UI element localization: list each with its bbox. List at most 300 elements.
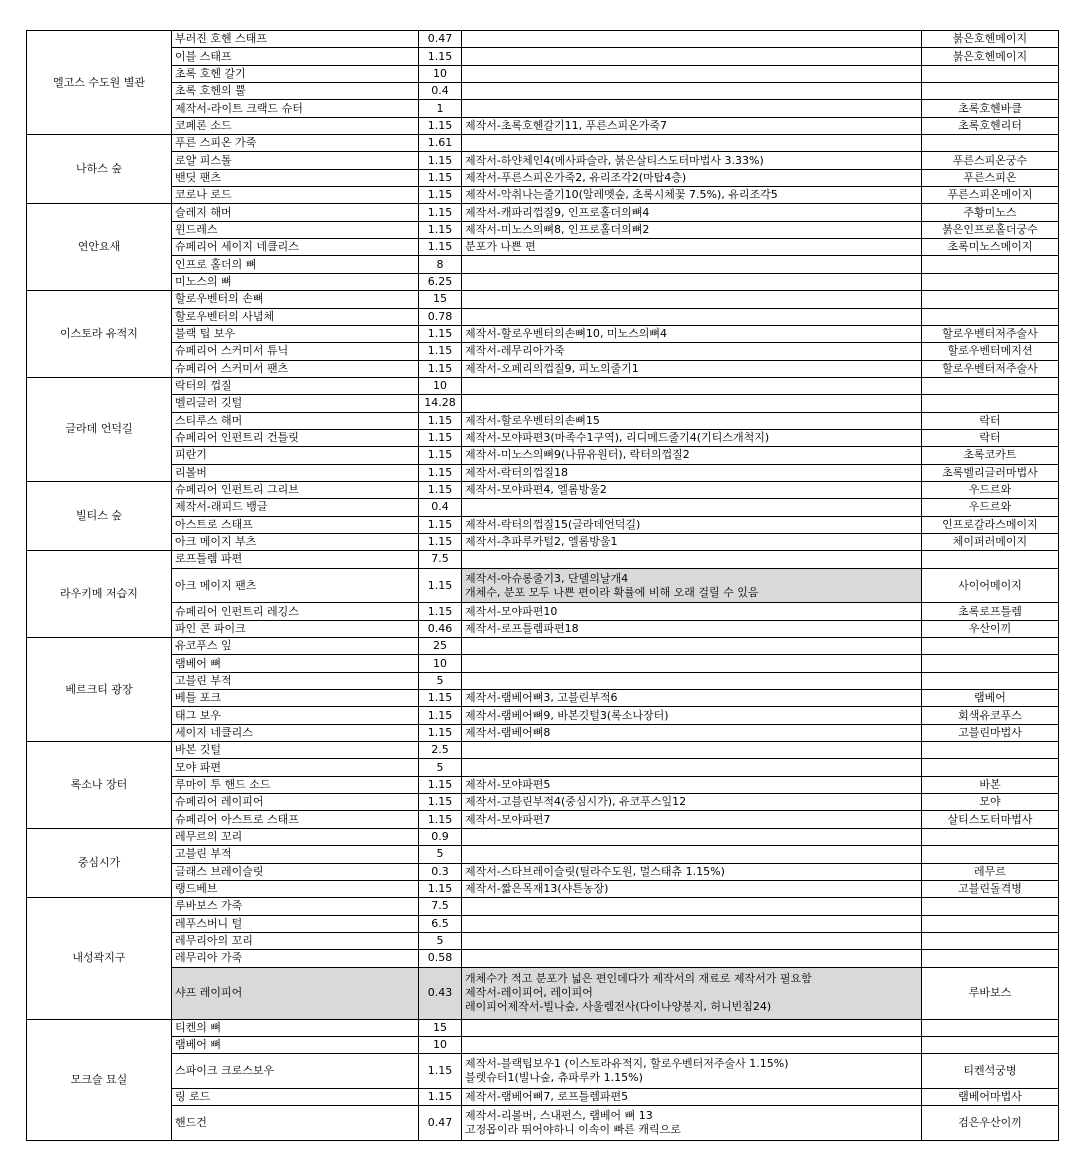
craft-note: 제작서-초록호헨갈기11, 푸른스피온가죽7 bbox=[462, 117, 922, 134]
craft-note: 제작서-모야파편3(마족수1구역), 리디메드줄기4(기티스개척지) bbox=[462, 429, 922, 446]
drop-rate: 1.15 bbox=[419, 724, 462, 741]
craft-note: 제작서-할로우벤터의손뼈10, 미노스의뼈4 bbox=[462, 325, 922, 342]
table-row bbox=[27, 915, 1059, 932]
table-row bbox=[27, 759, 1059, 776]
item-name: 벨리글러 깃털 bbox=[172, 395, 419, 412]
item-name: 랭드베브 bbox=[172, 880, 419, 897]
item-name: 슬레지 해머 bbox=[172, 204, 419, 221]
drop-rate: 1.15 bbox=[419, 447, 462, 464]
region-name: 연안요새 bbox=[27, 204, 172, 291]
craft-note: 제작서-할로우벤터의손뼈15 bbox=[462, 412, 922, 429]
drop-monster bbox=[922, 828, 1059, 845]
item-name: 고블린 부적 bbox=[172, 846, 419, 863]
item-name: 레무리아의 꼬리 bbox=[172, 932, 419, 949]
item-name: 파인 콘 파이크 bbox=[172, 620, 419, 637]
region-name: 글라데 언덕길 bbox=[27, 377, 172, 481]
drop-rate: 1.15 bbox=[419, 1088, 462, 1105]
drop-rate: 10 bbox=[419, 65, 462, 82]
table-row bbox=[27, 325, 1059, 342]
craft-note: 제작서-미노스의뼈8, 인프로홀더의뼈2 bbox=[462, 221, 922, 238]
drop-monster: 모야 bbox=[922, 794, 1059, 811]
drop-monster bbox=[922, 1036, 1059, 1053]
item-name: 샤프 레이피어 bbox=[172, 967, 419, 1019]
item-name: 유코푸스 잎 bbox=[172, 638, 419, 655]
item-name: 로프틀렘 파편 bbox=[172, 551, 419, 568]
drop-monster: 체이퍼러메이지 bbox=[922, 533, 1059, 550]
drop-monster: 초록로프틀렘 bbox=[922, 603, 1059, 620]
table-row bbox=[27, 776, 1059, 793]
item-name: 슈페리어 아스트로 스태프 bbox=[172, 811, 419, 828]
table-row bbox=[27, 551, 1059, 568]
drop-rate: 10 bbox=[419, 655, 462, 672]
craft-note bbox=[462, 655, 922, 672]
craft-note: 제작서-모야파편7 bbox=[462, 811, 922, 828]
craft-note: 제작서-하얀체인4(메사파슬라, 붉은살티스도터마법사 3.33%) bbox=[462, 152, 922, 169]
drop-monster: 사이어메이지 bbox=[922, 568, 1059, 603]
craft-note bbox=[462, 828, 922, 845]
craft-note: 제작서-스타브레이슬릿(틸라수도원, 멀스태츄 1.15%) bbox=[462, 863, 922, 880]
table-row bbox=[27, 100, 1059, 117]
craft-note: 제작서-램베어뼈8 bbox=[462, 724, 922, 741]
table-row bbox=[27, 1019, 1059, 1036]
table-row bbox=[27, 724, 1059, 741]
table-row bbox=[27, 880, 1059, 897]
craft-note: 제작서-리볼버, 스내펀스, 램베어 뼈 13 고정몹이라 뛰어야하니 이속이 빠른 캐릭으로 bbox=[462, 1106, 922, 1141]
drop-rate: 0.9 bbox=[419, 828, 462, 845]
drop-monster bbox=[922, 932, 1059, 949]
drop-monster: 우산이끼 bbox=[922, 620, 1059, 637]
drop-monster: 인프로갈라스메이지 bbox=[922, 516, 1059, 533]
drop-rate: 0.4 bbox=[419, 83, 462, 100]
table-row bbox=[27, 863, 1059, 880]
drop-rate: 5 bbox=[419, 932, 462, 949]
drop-rate: 1.15 bbox=[419, 880, 462, 897]
table-row bbox=[27, 655, 1059, 672]
craft-note: 제작서-램베어뼈3, 고블린부적6 bbox=[462, 690, 922, 707]
craft-note bbox=[462, 48, 922, 65]
table-row bbox=[27, 950, 1059, 967]
region-section bbox=[27, 31, 1059, 135]
drop-monster: 램베어마법사 bbox=[922, 1088, 1059, 1105]
drop-monster: 초록미노스메이지 bbox=[922, 239, 1059, 256]
table-row bbox=[27, 846, 1059, 863]
item-name: 인프로 홀더의 뼈 bbox=[172, 256, 419, 273]
craft-note: 제작서-추파루카털2, 엘롬방울1 bbox=[462, 533, 922, 550]
drop-rate: 1.15 bbox=[419, 152, 462, 169]
table-row bbox=[27, 967, 1059, 1019]
craft-note bbox=[462, 31, 922, 48]
drop-rate: 1.15 bbox=[419, 481, 462, 498]
item-name: 아스트로 스태프 bbox=[172, 516, 419, 533]
item-name: 슈페리어 인펀트리 그리브 bbox=[172, 481, 419, 498]
region-section bbox=[27, 135, 1059, 204]
table-row bbox=[27, 690, 1059, 707]
table-row bbox=[27, 65, 1059, 82]
craft-note: 분포가 나쁜 편 bbox=[462, 239, 922, 256]
table-row bbox=[27, 239, 1059, 256]
drop-rate: 1.15 bbox=[419, 568, 462, 603]
table-row bbox=[27, 31, 1059, 48]
region-section bbox=[27, 828, 1059, 897]
drop-monster bbox=[922, 759, 1059, 776]
drop-rate: 0.78 bbox=[419, 308, 462, 325]
item-name: 밴딧 팬츠 bbox=[172, 169, 419, 186]
table-row bbox=[27, 152, 1059, 169]
craft-note: 제작서-로프틀렘파편18 bbox=[462, 620, 922, 637]
table-row bbox=[27, 742, 1059, 759]
region-section bbox=[27, 291, 1059, 378]
item-name: 미노스의 뼈 bbox=[172, 273, 419, 290]
drop-monster: 할로우벤터저주술사 bbox=[922, 325, 1059, 342]
drop-monster: 초록코카트 bbox=[922, 447, 1059, 464]
craft-note: 제작서-모야파편10 bbox=[462, 603, 922, 620]
drop-monster bbox=[922, 83, 1059, 100]
drop-rate: 7.5 bbox=[419, 551, 462, 568]
drop-rate: 1.15 bbox=[419, 169, 462, 186]
drop-monster: 붉은인프로홀더궁수 bbox=[922, 221, 1059, 238]
drop-monster: 초록호헨바클 bbox=[922, 100, 1059, 117]
craft-note: 제작서-푸른스피온가죽2, 유리조각2(마탑4층) bbox=[462, 169, 922, 186]
item-name: 제작서-라이트 크랙드 슈터 bbox=[172, 100, 419, 117]
craft-note: 제작서-락터의껍질15(글라데언덕길) bbox=[462, 516, 922, 533]
drop-rate: 10 bbox=[419, 1036, 462, 1053]
drop-monster: 우드르와 bbox=[922, 499, 1059, 516]
item-name: 슈페리어 스커미서 팬츠 bbox=[172, 360, 419, 377]
region-name: 베르크티 광장 bbox=[27, 638, 172, 742]
drop-monster: 푸른스피온메이지 bbox=[922, 187, 1059, 204]
drop-rate: 25 bbox=[419, 638, 462, 655]
table-row bbox=[27, 707, 1059, 724]
craft-note bbox=[462, 915, 922, 932]
item-name: 푸른 스피온 가죽 bbox=[172, 135, 419, 152]
drop-rate: 1.15 bbox=[419, 690, 462, 707]
drop-monster: 푸른스피온궁수 bbox=[922, 152, 1059, 169]
drop-rate: 15 bbox=[419, 291, 462, 308]
table-row bbox=[27, 481, 1059, 498]
craft-note bbox=[462, 551, 922, 568]
table-row bbox=[27, 898, 1059, 915]
table-row bbox=[27, 932, 1059, 949]
craft-note: 제작서-모야파편5 bbox=[462, 776, 922, 793]
drop-rate: 2.5 bbox=[419, 742, 462, 759]
table-row bbox=[27, 794, 1059, 811]
drop-monster: 고블린마법사 bbox=[922, 724, 1059, 741]
region-section bbox=[27, 898, 1059, 1019]
drop-rate: 1.61 bbox=[419, 135, 462, 152]
item-name: 루바보스 가죽 bbox=[172, 898, 419, 915]
drop-monster: 락터 bbox=[922, 412, 1059, 429]
craft-note bbox=[462, 291, 922, 308]
craft-note bbox=[462, 1036, 922, 1053]
item-name: 코페론 소드 bbox=[172, 117, 419, 134]
table-row bbox=[27, 169, 1059, 186]
drop-monster: 할로우벤터메지션 bbox=[922, 343, 1059, 360]
region-name: 빌티스 숲 bbox=[27, 481, 172, 550]
drop-rate: 5 bbox=[419, 672, 462, 689]
craft-note: 제작서-고블린부적4(중심시가), 유코푸스잎12 bbox=[462, 794, 922, 811]
item-name: 로얄 피스톨 bbox=[172, 152, 419, 169]
table-row bbox=[27, 187, 1059, 204]
item-name: 글래스 브레이슬릿 bbox=[172, 863, 419, 880]
region-name: 나하스 숲 bbox=[27, 135, 172, 204]
craft-note bbox=[462, 742, 922, 759]
drop-monster: 초록호헨리터 bbox=[922, 117, 1059, 134]
item-name: 코로나 로드 bbox=[172, 187, 419, 204]
drop-monster bbox=[922, 135, 1059, 152]
item-name: 초록 호헨의 뿔 bbox=[172, 83, 419, 100]
region-name: 중심시가 bbox=[27, 828, 172, 897]
item-name: 아크 메이지 부츠 bbox=[172, 533, 419, 550]
item-name: 윈드레스 bbox=[172, 221, 419, 238]
drop-monster: 푸른스피온 bbox=[922, 169, 1059, 186]
region-name: 록소나 장터 bbox=[27, 742, 172, 829]
table-row bbox=[27, 620, 1059, 637]
item-name: 슈페리어 인펀트리 레깅스 bbox=[172, 603, 419, 620]
table-row bbox=[27, 204, 1059, 221]
drop-rate: 1.15 bbox=[419, 239, 462, 256]
drop-monster bbox=[922, 65, 1059, 82]
drop-rate: 1.15 bbox=[419, 221, 462, 238]
table-row bbox=[27, 135, 1059, 152]
item-name: 블랙 팁 보우 bbox=[172, 325, 419, 342]
drop-monster bbox=[922, 950, 1059, 967]
drop-rate: 1.15 bbox=[419, 412, 462, 429]
drop-rate: 1.15 bbox=[419, 464, 462, 481]
table-row bbox=[27, 395, 1059, 412]
item-name: 피란기 bbox=[172, 447, 419, 464]
drop-monster: 바본 bbox=[922, 776, 1059, 793]
craft-note: 제작서-모야파편4, 엘롬방울2 bbox=[462, 481, 922, 498]
drop-rate: 1.15 bbox=[419, 187, 462, 204]
item-name: 램베어 뼈 bbox=[172, 1036, 419, 1053]
table-row bbox=[27, 1106, 1059, 1141]
drop-rate: 1.15 bbox=[419, 603, 462, 620]
drop-rate: 6.25 bbox=[419, 273, 462, 290]
craft-note: 제작서-아슈롱줄기3, 단델의날개4 개체수, 분포 모두 나쁜 편이라 확률에 비해 오래 걸릴 수 있음 bbox=[462, 568, 922, 603]
craft-note: 제작서-오페리의껍질9, 피노의줄기1 bbox=[462, 360, 922, 377]
item-name: 티켄의 뼈 bbox=[172, 1019, 419, 1036]
drop-rate: 1.15 bbox=[419, 776, 462, 793]
table-row bbox=[27, 273, 1059, 290]
item-name: 모야 파편 bbox=[172, 759, 419, 776]
drop-rate: 1.15 bbox=[419, 429, 462, 446]
drop-monster bbox=[922, 742, 1059, 759]
item-name: 초록 호헨 갈기 bbox=[172, 65, 419, 82]
table-row bbox=[27, 221, 1059, 238]
drop-monster: 티켄석궁병 bbox=[922, 1054, 1059, 1089]
item-name: 레무르의 꼬리 bbox=[172, 828, 419, 845]
drop-rate: 0.3 bbox=[419, 863, 462, 880]
drop-monster: 회색유코푸스 bbox=[922, 707, 1059, 724]
drop-monster bbox=[922, 551, 1059, 568]
drop-rate: 7.5 bbox=[419, 898, 462, 915]
drop-rate: 1.15 bbox=[419, 343, 462, 360]
craft-note bbox=[462, 950, 922, 967]
table-row bbox=[27, 672, 1059, 689]
table-row bbox=[27, 568, 1059, 603]
drop-monster bbox=[922, 273, 1059, 290]
drop-monster bbox=[922, 638, 1059, 655]
drop-rate: 6.5 bbox=[419, 915, 462, 932]
drop-rate: 5 bbox=[419, 759, 462, 776]
region-section bbox=[27, 377, 1059, 481]
craft-note bbox=[462, 135, 922, 152]
region-section bbox=[27, 638, 1059, 742]
drop-monster bbox=[922, 395, 1059, 412]
table-row bbox=[27, 1054, 1059, 1089]
item-name: 슈페리어 인펀트리 건틀릿 bbox=[172, 429, 419, 446]
drop-rate: 0.47 bbox=[419, 1106, 462, 1141]
craft-note: 개체수가 적고 분포가 넓은 편인데다가 제작서의 재료로 제작서가 필요함 제작서-레이피어, 레이피어 레이피어제작서-빌나숲, 사울렘전사(다이나양봉지, 허니빈침24) bbox=[462, 967, 922, 1019]
drop-monster: 락터 bbox=[922, 429, 1059, 446]
drop-monster bbox=[922, 256, 1059, 273]
craft-note: 제작서-짧은목재13(샤튼농장) bbox=[462, 880, 922, 897]
craft-note bbox=[462, 377, 922, 394]
region-name: 내성곽지구 bbox=[27, 898, 172, 1019]
craft-note: 제작서-블랙팁보우1 (이스토라유적지, 할로우벤터저주술사 1.15%) 블렛슈터1(빌나숲, 츄파루카 1.15%) bbox=[462, 1054, 922, 1089]
drop-rate: 1 bbox=[419, 100, 462, 117]
craft-note bbox=[462, 65, 922, 82]
region-section bbox=[27, 481, 1059, 550]
table-row bbox=[27, 464, 1059, 481]
item-name: 바본 깃털 bbox=[172, 742, 419, 759]
region-name: 라우키메 저습지 bbox=[27, 551, 172, 638]
drop-rate: 14.28 bbox=[419, 395, 462, 412]
table-row bbox=[27, 603, 1059, 620]
drop-rate: 15 bbox=[419, 1019, 462, 1036]
item-name: 할로우벤터의 손뼈 bbox=[172, 291, 419, 308]
region-section bbox=[27, 204, 1059, 291]
table-row bbox=[27, 811, 1059, 828]
drop-monster: 고블린돌격병 bbox=[922, 880, 1059, 897]
drop-rate: 1.15 bbox=[419, 1054, 462, 1089]
table-row bbox=[27, 516, 1059, 533]
craft-note bbox=[462, 273, 922, 290]
item-name: 할로우벤터의 사념체 bbox=[172, 308, 419, 325]
table-row bbox=[27, 828, 1059, 845]
drop-rate: 1.15 bbox=[419, 811, 462, 828]
drop-rate: 1.15 bbox=[419, 325, 462, 342]
item-name: 고블린 부적 bbox=[172, 672, 419, 689]
item-name: 베틀 포크 bbox=[172, 690, 419, 707]
drop-table bbox=[26, 30, 1059, 1141]
drop-monster: 초록벨리글러마법사 bbox=[922, 464, 1059, 481]
drop-rate: 1.15 bbox=[419, 204, 462, 221]
table-row bbox=[27, 256, 1059, 273]
drop-monster: 붉은호헨메이지 bbox=[922, 48, 1059, 65]
craft-note: 제작서-램베어뼈9, 바본깃털3(록소나장터) bbox=[462, 707, 922, 724]
drop-rate: 0.43 bbox=[419, 967, 462, 1019]
drop-monster bbox=[922, 672, 1059, 689]
drop-monster bbox=[922, 291, 1059, 308]
drop-monster: 살티스도터마법사 bbox=[922, 811, 1059, 828]
drop-rate: 8 bbox=[419, 256, 462, 273]
table-row bbox=[27, 291, 1059, 308]
drop-rate: 1.15 bbox=[419, 707, 462, 724]
item-name: 아크 메이지 팬츠 bbox=[172, 568, 419, 603]
region-name: 모크슬 묘실 bbox=[27, 1019, 172, 1140]
item-name: 슈페리어 스커미서 튜닉 bbox=[172, 343, 419, 360]
drop-monster: 레무르 bbox=[922, 863, 1059, 880]
drop-monster: 루바보스 bbox=[922, 967, 1059, 1019]
craft-note: 제작서-락터의껍질18 bbox=[462, 464, 922, 481]
table-row bbox=[27, 83, 1059, 100]
item-name: 스파이크 크로스보우 bbox=[172, 1054, 419, 1089]
craft-note: 제작서-미노스의뼈9(나뮤유원터), 락터의껍질2 bbox=[462, 447, 922, 464]
craft-note: 제작서-악취나는줄기10(알레멧숲, 초록시체꽃 7.5%), 유리조각5 bbox=[462, 187, 922, 204]
drop-monster: 램베어 bbox=[922, 690, 1059, 707]
drop-monster bbox=[922, 308, 1059, 325]
craft-note: 제작서-캐파리껍질9, 인프로홀더의뼈4 bbox=[462, 204, 922, 221]
table-row bbox=[27, 412, 1059, 429]
table-row bbox=[27, 638, 1059, 655]
item-name: 레무리아 가죽 bbox=[172, 950, 419, 967]
drop-monster bbox=[922, 898, 1059, 915]
drop-monster bbox=[922, 377, 1059, 394]
table-row bbox=[27, 117, 1059, 134]
item-name: 램베어 뼈 bbox=[172, 655, 419, 672]
craft-note bbox=[462, 672, 922, 689]
drop-monster bbox=[922, 915, 1059, 932]
item-name: 레푸스버니 털 bbox=[172, 915, 419, 932]
item-name: 루마이 투 핸드 소드 bbox=[172, 776, 419, 793]
drop-monster: 할로우벤터저주술사 bbox=[922, 360, 1059, 377]
table-row bbox=[27, 499, 1059, 516]
drop-monster: 주황미노스 bbox=[922, 204, 1059, 221]
drop-rate: 5 bbox=[419, 846, 462, 863]
drop-rate: 0.46 bbox=[419, 620, 462, 637]
item-name: 링 로드 bbox=[172, 1088, 419, 1105]
craft-note bbox=[462, 759, 922, 776]
drop-rate: 1.15 bbox=[419, 533, 462, 550]
craft-note bbox=[462, 83, 922, 100]
item-name: 제작서-래피드 뱅글 bbox=[172, 499, 419, 516]
table-row bbox=[27, 429, 1059, 446]
region-section bbox=[27, 551, 1059, 638]
table-row bbox=[27, 48, 1059, 65]
item-name: 핸드건 bbox=[172, 1106, 419, 1141]
region-name: 이스토라 유적지 bbox=[27, 291, 172, 378]
drop-monster: 붉은호헨메이지 bbox=[922, 31, 1059, 48]
item-name: 태그 보우 bbox=[172, 707, 419, 724]
drop-rate: 1.15 bbox=[419, 360, 462, 377]
region-section bbox=[27, 1019, 1059, 1140]
craft-note bbox=[462, 638, 922, 655]
drop-monster: 우드르와 bbox=[922, 481, 1059, 498]
drop-rate: 1.15 bbox=[419, 516, 462, 533]
table-row bbox=[27, 1036, 1059, 1053]
drop-rate: 1.15 bbox=[419, 117, 462, 134]
craft-note bbox=[462, 932, 922, 949]
drop-rate: 0.4 bbox=[419, 499, 462, 516]
craft-note bbox=[462, 256, 922, 273]
craft-note bbox=[462, 308, 922, 325]
table-row bbox=[27, 377, 1059, 394]
craft-note: 제작서-램베어뼈7, 로프틀렘파편5 bbox=[462, 1088, 922, 1105]
table-row bbox=[27, 360, 1059, 377]
drop-rate: 0.58 bbox=[419, 950, 462, 967]
region-section bbox=[27, 742, 1059, 829]
item-name: 슈페리어 레이피어 bbox=[172, 794, 419, 811]
craft-note bbox=[462, 100, 922, 117]
drop-rate: 1.15 bbox=[419, 48, 462, 65]
item-name: 스티루스 해머 bbox=[172, 412, 419, 429]
craft-note bbox=[462, 898, 922, 915]
item-name: 이블 스태프 bbox=[172, 48, 419, 65]
table-row bbox=[27, 1088, 1059, 1105]
craft-note bbox=[462, 1019, 922, 1036]
drop-monster: 검은우산이끼 bbox=[922, 1106, 1059, 1141]
